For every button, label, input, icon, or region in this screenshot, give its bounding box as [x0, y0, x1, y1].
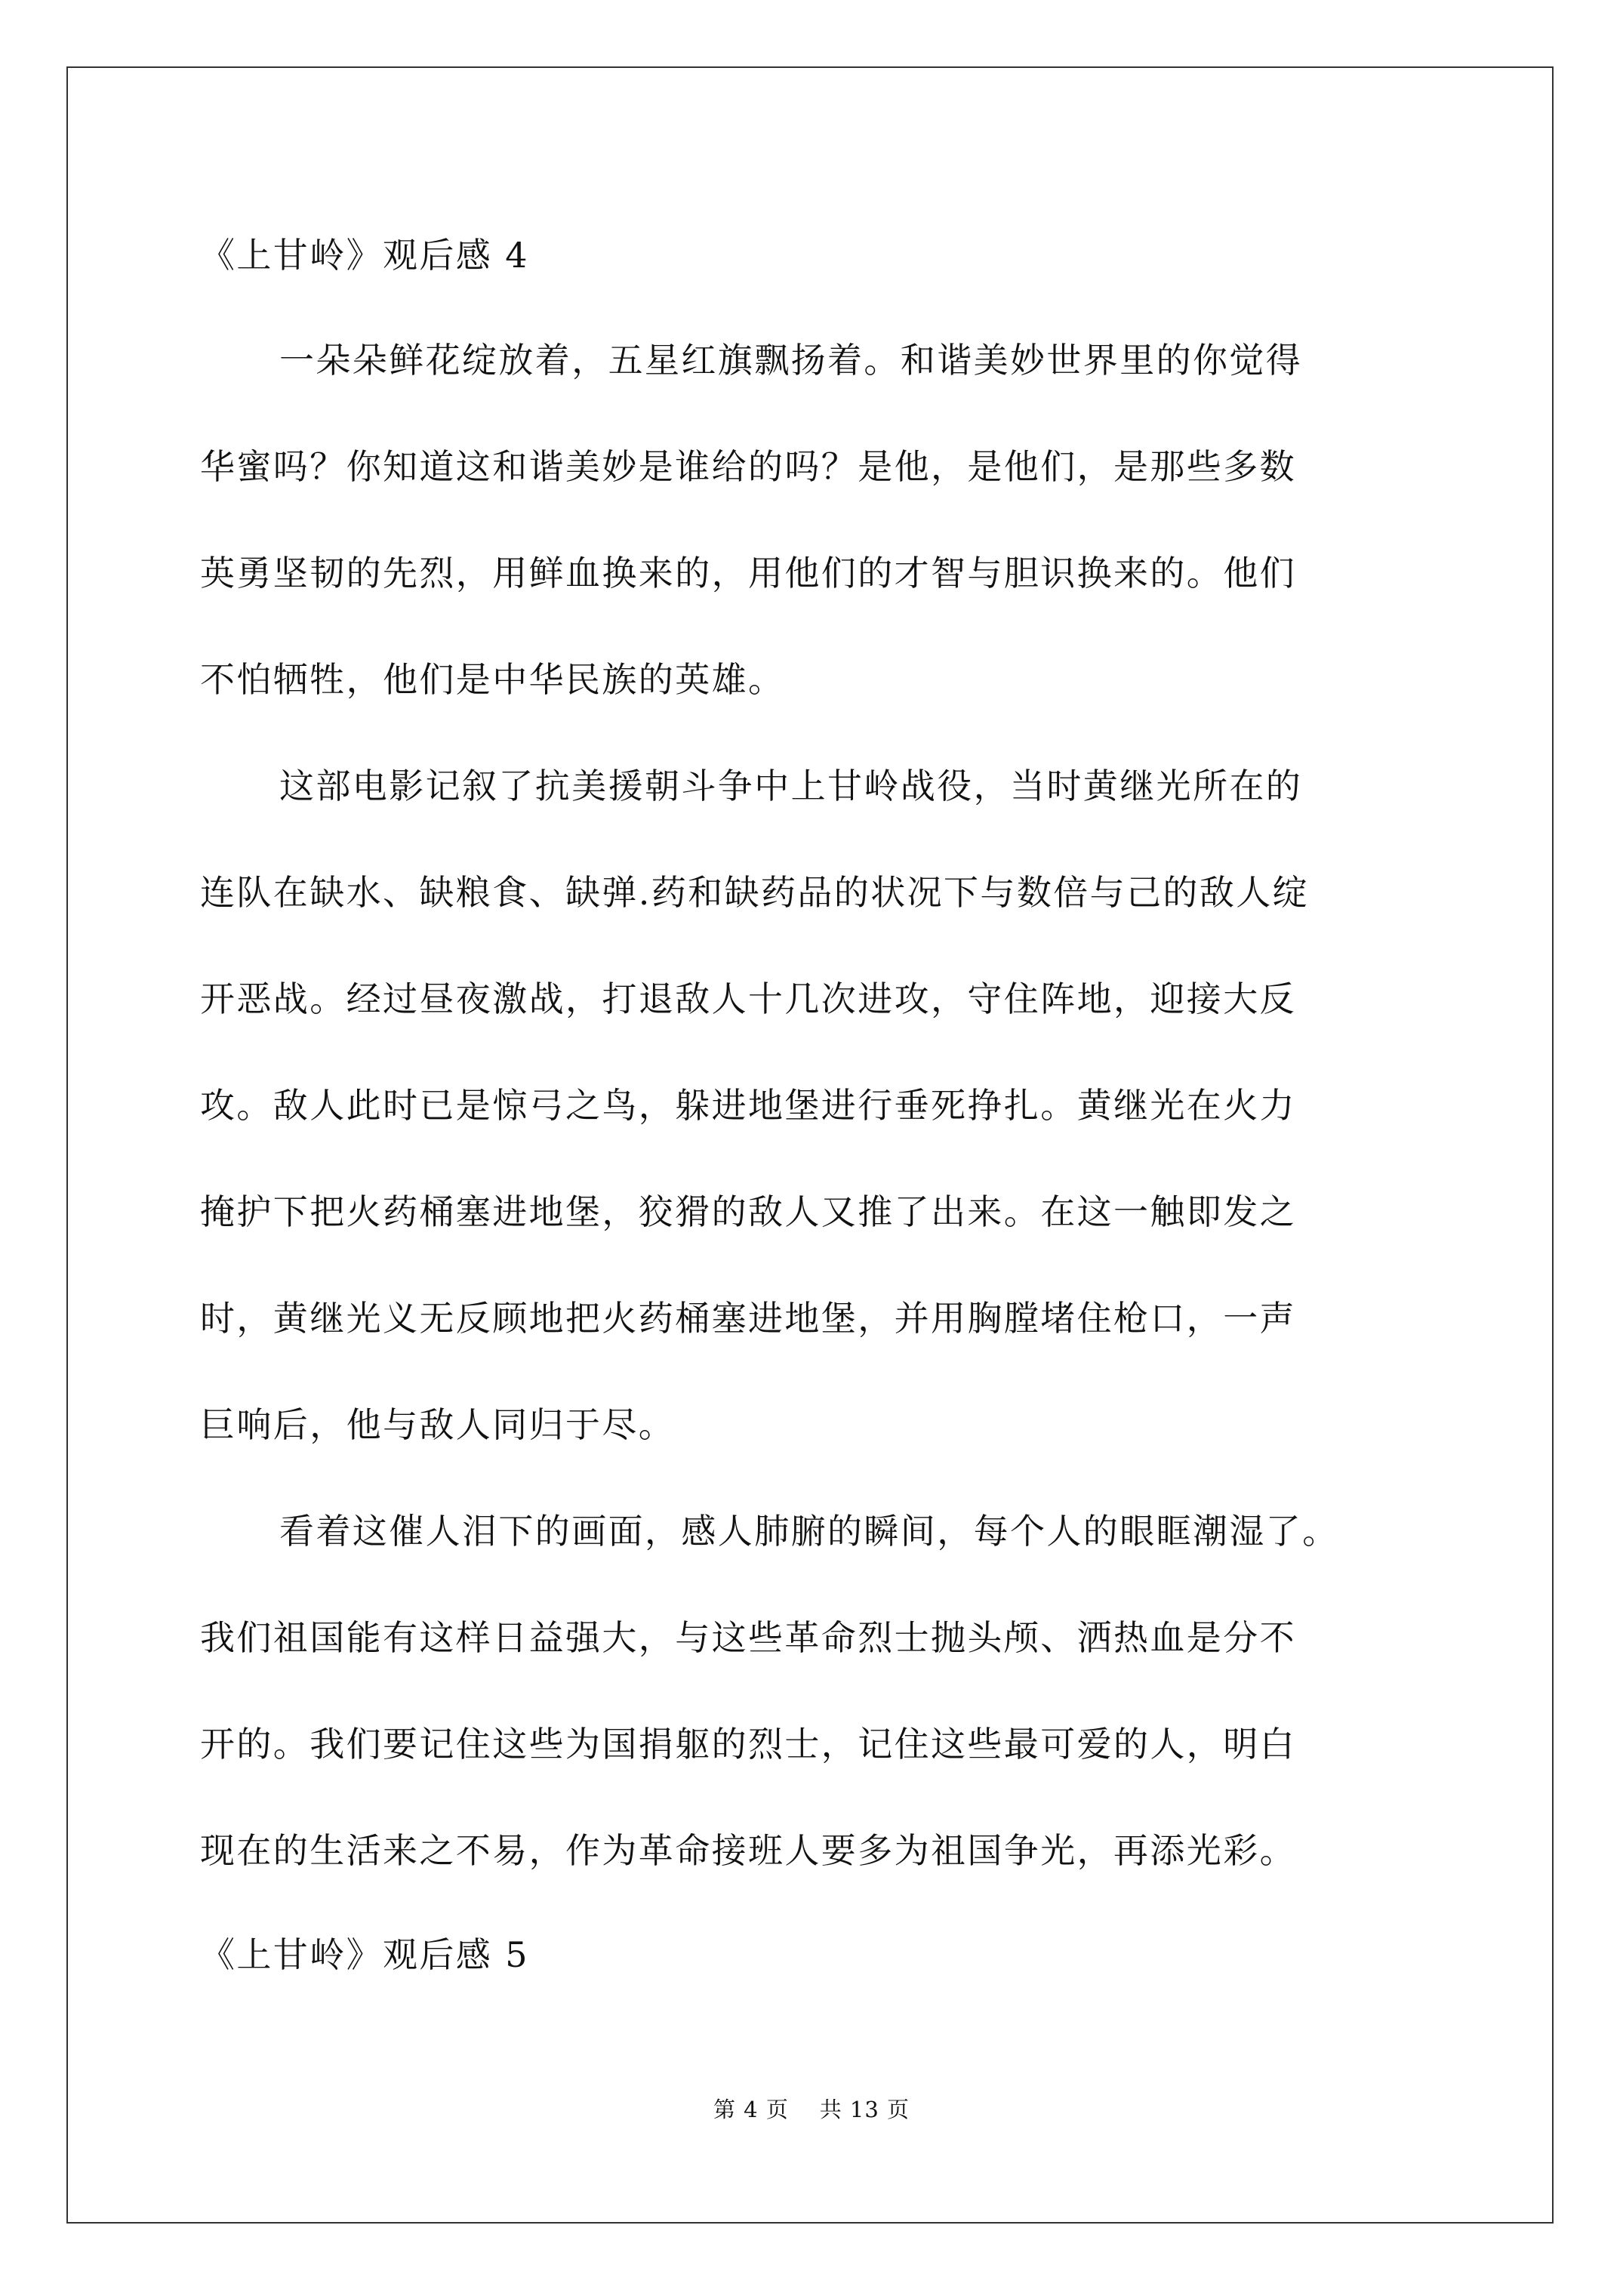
section-heading: 《上甘岭》观后感 4 [200, 235, 529, 276]
paragraph-line: 开的。我们要记住这些为国捐躯的烈士，记住这些最可爱的人，明白 [200, 1724, 1296, 1764]
paragraph-line: 掩护下把火药桶塞进地堡，狡猾的敌人又推了出来。在这一触即发之 [200, 1191, 1296, 1232]
page-footer: 第 4 页 共 13 页 [713, 2097, 910, 2122]
section-heading: 《上甘岭》观后感 5 [200, 1934, 529, 1975]
paragraph-line: 攻。敌人此时已是惊弓之鸟，躲进地堡进行垂死挣扎。黄继光在火力 [200, 1085, 1296, 1126]
paragraph-line: 这部电影记叙了抗美援朝斗争中上甘岭战役，当时黄继光所在的 [279, 766, 1303, 806]
paragraph-line: 一朵朵鲜花绽放着，五星红旗飘扬着。和谐美妙世界里的你觉得 [279, 340, 1303, 381]
paragraph-line: 连队在缺水、缺粮食、缺弹.药和缺药品的状况下与数倍与己的敌人绽 [200, 872, 1310, 913]
paragraph-line: 华蜜吗？你知道这和谐美妙是谁给的吗？是他，是他们，是那些多数 [200, 446, 1296, 487]
paragraph-line: 不怕牺牲，他们是中华民族的英雄。 [200, 659, 785, 700]
paragraph-line: 看着这催人泪下的画面，感人肺腑的瞬间，每个人的眼眶潮湿了。 [279, 1511, 1339, 1552]
paragraph-line: 我们祖国能有这样日益强大，与这些革命烈士抛头颅、洒热血是分不 [200, 1617, 1296, 1658]
paragraph-line: 时，黄继光义无反顾地把火药桶塞进地堡，并用胸膛堵住枪口，一声 [200, 1298, 1296, 1339]
paragraph-line: 英勇坚韧的先烈，用鲜血换来的，用他们的才智与胆识换来的。他们 [200, 553, 1296, 593]
paragraph-line: 巨响后，他与敌人同归于尽。 [200, 1404, 676, 1445]
page-border [66, 66, 1554, 2224]
paragraph-line: 开恶战。经过昼夜激战，打退敌人十几次进攻，守住阵地，迎接大反 [200, 978, 1296, 1019]
paragraph-line: 现在的生活来之不易，作为革命接班人要多为祖国争光，再添光彩。 [200, 1830, 1296, 1871]
